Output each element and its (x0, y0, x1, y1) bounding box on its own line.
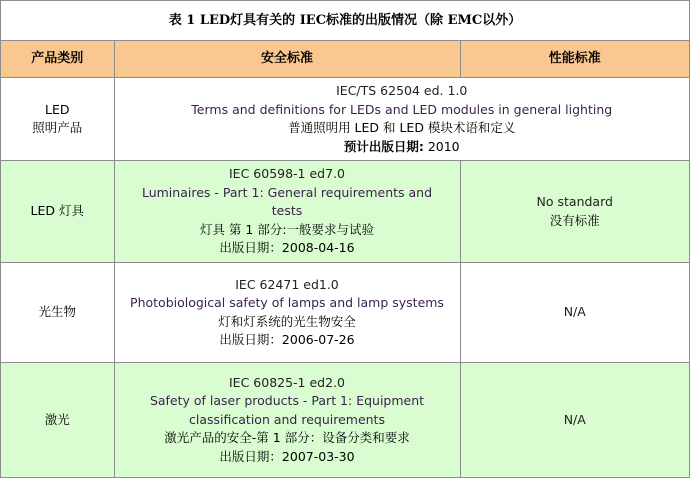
table-row (1, 78, 689, 161)
performance-text: No standard (536, 194, 613, 209)
header-row (1, 41, 689, 78)
category-cell: LED 灯具 (1, 161, 114, 263)
standard-title-zh: 普通照明用 LED 和 LED 模块术语和定义 (288, 120, 516, 135)
publish-date: 出版日期：2007-03-30 (219, 448, 355, 464)
category-line: 照明产品 (32, 120, 83, 135)
safety-cell (114, 161, 460, 263)
date-value: 2010 (427, 138, 460, 154)
performance-text-zh: 没有标准 (549, 212, 600, 228)
publish-date: 出版日期：2008-04-16 (219, 240, 355, 256)
publish-date (121, 138, 684, 157)
safety-cell (114, 263, 460, 363)
category-cell: 光生物 (1, 263, 114, 363)
publish-date: 出版日期：2006-07-26 (219, 332, 355, 347)
table-title: 表 1 LED灯具有关的 IEC标准的出版情况（除 EMC以外） (1, 1, 689, 41)
standard-title-en: Terms and definitions for LEDs and LED modules in general lighting (191, 101, 613, 117)
header-safety: 安全标准 (114, 41, 460, 78)
table-row (1, 363, 689, 477)
performance-cell: N/A (460, 363, 689, 477)
standard-code: IEC/TS 62504 ed. 1.0 (336, 83, 468, 98)
standards-table (1, 41, 689, 477)
standard-code: IEC 62471 ed1.0 (235, 276, 339, 292)
standard-title-en: Photobiological safety of lamps and lamp systems (130, 295, 444, 310)
standard-title-zh: 灯具 第 1 部分:一般要求与试验 (199, 221, 375, 237)
date-label: 预计出版日期: (343, 138, 424, 154)
performance-cell: N/A (460, 263, 689, 363)
standard-title-zh: 激光产品的安全-第 1 部分：设备分类和要求 (164, 430, 410, 445)
table-row (1, 161, 689, 263)
header-performance: 性能标准 (460, 41, 689, 78)
safety-cell (114, 78, 689, 161)
category-line: LED (45, 101, 70, 117)
safety-cell (114, 363, 460, 477)
standard-title-zh: 灯和灯系统的光生物安全 (218, 313, 356, 329)
category-cell: 激光 (1, 363, 114, 477)
standard-title-en: Safety of laser products - Part 1: Equipment (149, 393, 425, 408)
table-row (1, 263, 689, 363)
standard-title-en-cont: classification and requirements (189, 411, 385, 427)
standard-code: IEC 60825-1 ed2.0 (229, 374, 345, 390)
header-category: 产品类别 (1, 41, 114, 78)
standard-code: IEC 60598-1 ed7.0 (229, 166, 345, 182)
category-cell (1, 78, 114, 161)
standard-title-en-cont: tests (271, 203, 303, 219)
standard-title-en: Luminaires - Part 1: General requirements and (141, 184, 433, 200)
performance-cell (460, 161, 689, 263)
